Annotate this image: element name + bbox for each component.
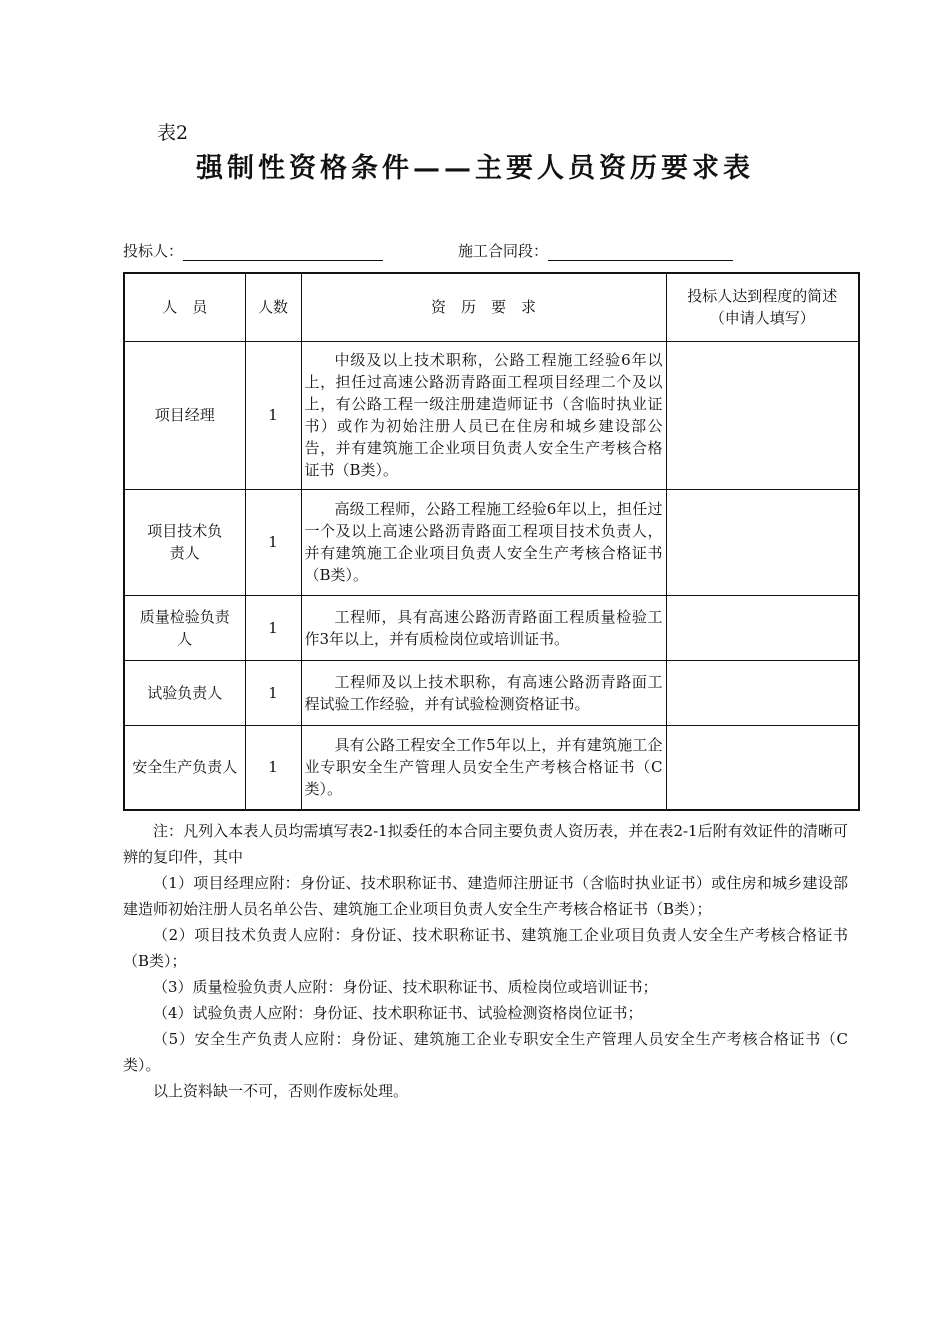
personnel-requirements-table [123,272,860,811]
header-requirement: 资 历 要 求 [301,273,666,341]
table-label: 表2 [157,122,189,144]
note-item: （5）安全生产负责人应附：身份证、建筑施工企业专职安全生产管理人员安全生产考核合格证书（C类）。 [123,1030,848,1074]
response-cell[interactable] [666,341,859,489]
count-cell: 1 [245,660,301,725]
section-field [458,240,733,261]
role-cell: 项目技术负责人 [124,489,245,595]
note-item: （1）项目经理应附：身份证、技术职称证书、建造师注册证书（含临时执业证书）或住房和城乡建设部建造师初始注册人员名单公告、建筑施工企业项目负责人安全生产考核合格证书（B类）； [123,874,848,918]
requirement-text: 具有公路工程安全工作5年以上，并有建筑施工企业专职安全生产管理人员安全生产考核合格证书（C类）。 [304,736,663,799]
table-row [124,341,859,489]
header-response [666,273,859,341]
response-cell[interactable] [666,660,859,725]
bidder-field [123,240,383,261]
requirement-text: 中级及以上技术职称，公路工程施工经验6年以上，担任过高速公路沥青路面工程项目经理二个及以上，有公路工程一级注册建造师证书（含临时执业证书）或作为初始注册人员已在住房和城乡建设部公告，并有建筑施工企业项目负责人安全生产考核合格证书（B类）。 [304,351,663,479]
header-count: 人数 [245,273,301,341]
note-item: （3）质量检验负责人应附：身份证、技术职称证书、质检岗位或培训证书； [153,978,658,996]
note-intro: 注：凡列入本表人员均需填写表2-1拟委任的本合同主要负责人资历表，并在表2-1后附有效证件的清晰可辨的复印件，其中 [123,822,848,866]
role-cell: 项目经理 [124,341,245,489]
section-label: 施工合同段： [458,242,549,260]
header-response-line2: （申请人填写） [709,309,815,328]
table-row [124,489,859,595]
requirement-cell [301,489,666,595]
response-cell[interactable] [666,725,859,810]
table-header-row [124,273,859,341]
note-item: （2）项目技术负责人应附：身份证、技术职称证书、建筑施工企业项目负责人安全生产考核合格证书（B类）； [123,926,848,970]
note-item: （4）试验负责人应附：身份证、技术职称证书、试验检测资格岗位证书； [153,1004,643,1022]
requirement-cell [301,341,666,489]
notes-section [123,818,848,1104]
count-cell: 1 [245,725,301,810]
requirement-cell [301,595,666,660]
bidder-label: 投标人： [123,242,184,260]
header-response-line1: 投标人达到程度的简述 [687,287,838,306]
requirement-cell [301,725,666,810]
count-cell: 1 [245,595,301,660]
page-title: 强制性资格条件——主要人员资历要求表 [196,153,754,184]
note-conclusion: 以上资料缺一不可，否则作废标处理。 [153,1082,409,1100]
section-blank[interactable] [548,244,733,261]
requirement-text: 工程师，具有高速公路沥青路面工程质量检验工作3年以上，并有质检岗位或培训证书。 [304,607,663,648]
table-row [124,725,859,810]
table-row [124,660,859,725]
response-cell[interactable] [666,489,859,595]
requirement-cell [301,660,666,725]
requirement-text: 工程师及以上技术职称，有高速公路沥青路面工程试验工作经验，并有试验检测资格证书。 [304,672,663,713]
requirement-text: 高级工程师，公路工程施工经验6年以上，担任过一个及以上高速公路沥青路面工程项目技术负责人，并有建筑施工企业项目负责人安全生产考核合格证书（B类）。 [304,500,663,584]
count-cell: 1 [245,341,301,489]
role-cell: 试验负责人 [124,660,245,725]
table-row [124,595,859,660]
role-cell: 质量检验负责人 [124,595,245,660]
count-cell: 1 [245,489,301,595]
role-cell: 安全生产负责人 [124,725,245,810]
response-cell[interactable] [666,595,859,660]
bidder-blank[interactable] [183,244,383,261]
header-personnel: 人 员 [124,273,245,341]
